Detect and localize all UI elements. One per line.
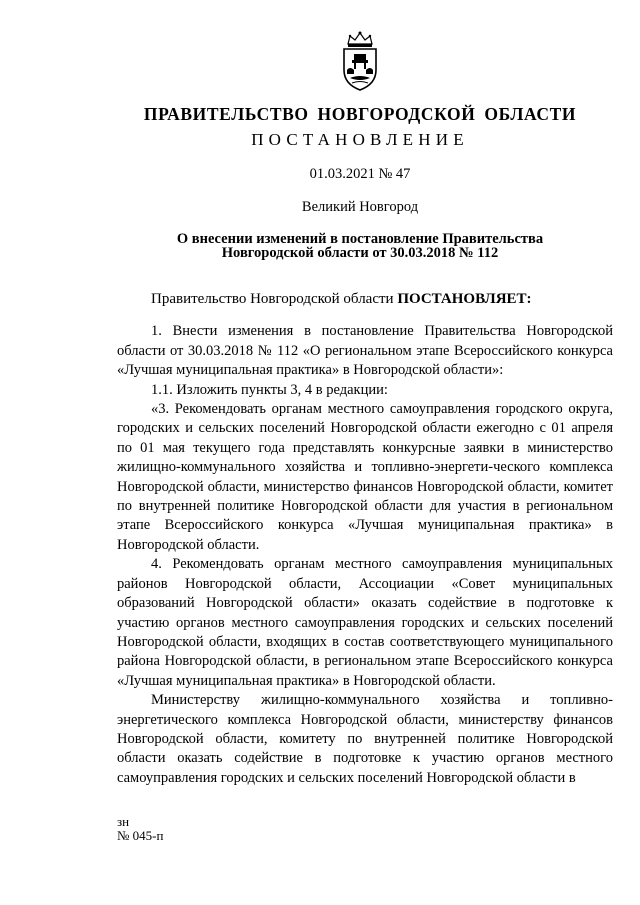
footer-initials: зн [117, 814, 130, 829]
preamble [117, 290, 613, 309]
preamble-text: Правительство Новгородской области [151, 291, 398, 307]
government-title: ПРАВИТЕЛЬСТВО НОВГОРОДСКОЙ ОБЛАСТИ [143, 104, 577, 124]
subject-line-1: О внесении изменений в постановление Правительства [176, 231, 544, 247]
document-footer [117, 815, 163, 843]
document-body [117, 290, 613, 788]
city-name: Великий Новгород [301, 199, 419, 215]
date-and-number: 01.03.2021 № 47 [309, 166, 411, 182]
subject-line-2: Новгородской области от 30.03.2018 № 112 [221, 245, 499, 261]
paragraph-4: 4. Рекомендовать органам местного самоуправления муниципальных районов Новгородской области, Ассоциации «Совет муниципальных образований Новгородской области» оказать содействие в подготовке к участию органов местного самоуправления городских и сельских поселений Новгородской области, входящих в состав соответствующего муниципального района Новгородской области, в региональном этапе Всероссийского конкурса «Лучшая муниципальная практика» в Новгородской области. [117, 556, 613, 689]
preamble-resolves: ПОСТАНОВЛЯЕТ: [397, 291, 532, 307]
document-type: ПОСТАНОВЛЕНИЕ [251, 130, 469, 149]
paragraph-1-1: 1.1. Изложить пункты 3, 4 в редакции: [151, 381, 388, 398]
footer-reg-number: № 045-п [117, 828, 164, 843]
paragraph-3: «3. Рекомендовать органам местного самоуправления городского округа, городских и сельских поселений Новгородской области ежегодно с 01 апреля по 01 мая текущего года представлять конкурсные заявки в министерство жилищно-коммунального хозяйства и топливно-энергети-ческого комплекса Новгородской области, министерство финансов Новгородской области, комитет по внутренней политике Новгородской области для участия в региональном этапе Всероссийского конкурса «Лучшая муниципальная практика» в Новгородской области. [117, 401, 613, 553]
paragraph-1: 1. Внести изменения в постановление Правительства Новгородской области от 30.03.2018 № 112 «О региональном этапе Всероссийского конкурса «Лучшая муниципальная практика» в Новгородской области»: [117, 323, 613, 379]
document-subject [0, 232, 640, 260]
paragraph-ministry: Министерству жилищно-коммунального хозяйства и топливно-энергетического комплекса Новгородской области, министерству финансов Новгородской области, комитету по внутренней политике Новгородской области оказать содействие в подготовке к участию органов местного самоуправления городских и сельских поселений Новгородской области в [117, 692, 613, 786]
coat-of-arms-icon [336, 30, 384, 92]
